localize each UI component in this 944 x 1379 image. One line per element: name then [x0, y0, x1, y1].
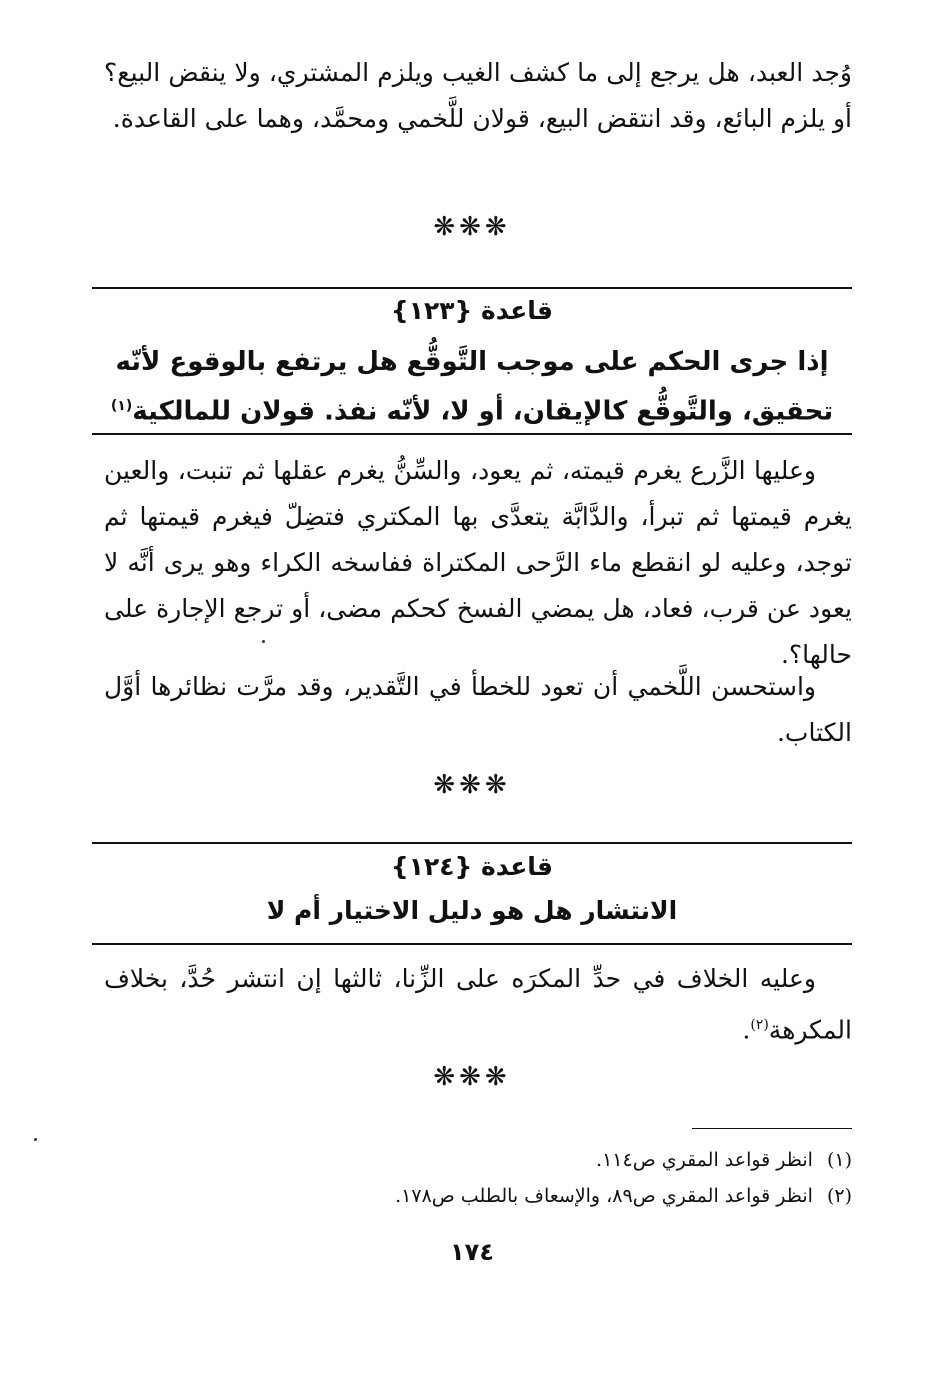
rule-124-title: الانتشار هل هو دليل الاختيار أم لا [266, 896, 678, 925]
footnote-2-text: انظر قواعد المقري ص٨٩، والإسعاف بالطلب ص١٧٨. [395, 1185, 813, 1207]
footnote-1-text: انظر قواعد المقري ص١١٤. [596, 1149, 813, 1171]
rule-123-paragraph-1: وعليها الزَّرع يغرم قيمته، ثم يعود، والسِّنُّ يغرم عقلها ثم تنبت، والعين يغرم قيمتها ثم تبرأ، والدَّابَّة يتعدَّى بها المكتري فتضِلّ فيغرم قيمتها ثم توجد، وعليه لو انقطع ماء الرَّحى المكتراة ففاسخه الكراء وهو يرى أنَّه لا يعود عن قرب، فعاد، هل يمضي الفسخ كحكم مضى، أو ترجع الإجارة على حالها؟. [104, 456, 852, 669]
footnote-ref-1: (١) [110, 398, 133, 414]
section-separator: ❋❋❋ [433, 770, 511, 800]
rule-124-bottom-line [92, 943, 852, 945]
intro-paragraph: وُجد العبد، هل يرجع إلى ما كشف الغيب ويلزم المشتري، ولا ينقض البيع؟ أو يلزم البائع، وقد انتقض البيع، قولان للَّخمي ومحمَّد، وهما على القاعدة. [104, 58, 852, 133]
scan-speck [34, 1138, 37, 1141]
rule-123-paragraph-2: واستحسن اللَّخمي أن تعود للخطأ في التَّقدير، وقد مرَّت نظائرها أوَّل الكتاب. [104, 672, 852, 747]
rule-123-top-line [92, 287, 852, 289]
rule-124-paragraph-end: . [742, 1015, 751, 1045]
rule-123-title [92, 340, 852, 434]
section-separator: ❋❋❋ [433, 1062, 511, 1092]
footnote-2 [92, 1182, 852, 1210]
footnote-ref-2: (٢) [750, 1017, 769, 1033]
rule-123-bottom-line [92, 433, 852, 435]
rule-124-top-line [92, 842, 852, 844]
footnote-2-number: (٢) [826, 1185, 852, 1207]
footnote-1-number: (١) [826, 1149, 852, 1171]
section-separator: ❋❋❋ [433, 212, 511, 242]
rule-123-title-text: إذا جرى الحكم على موجب التَّوقُّع هل يرتفع بالوقوع لأنّه تحقيق، والتَّوقُّع كالإيقان، أو لا، لأنّه نفذ. قولان للمالكية [115, 347, 834, 427]
footnote-1 [92, 1146, 852, 1174]
scan-speck [262, 640, 265, 643]
rule-124-heading: قاعدة {١٢٤} [390, 852, 554, 881]
page-number: ١٧٤ [450, 1238, 494, 1266]
footnote-divider [692, 1128, 852, 1129]
rule-124-paragraph-text: وعليه الخلاف في حدِّ المكرَه على الزِّنا، ثالثها إن انتشر حُدَّ، بخلاف المكرهة [104, 964, 852, 1045]
rule-123-heading: قاعدة {١٢٣} [390, 296, 554, 325]
rule-124-paragraph [104, 956, 852, 1053]
